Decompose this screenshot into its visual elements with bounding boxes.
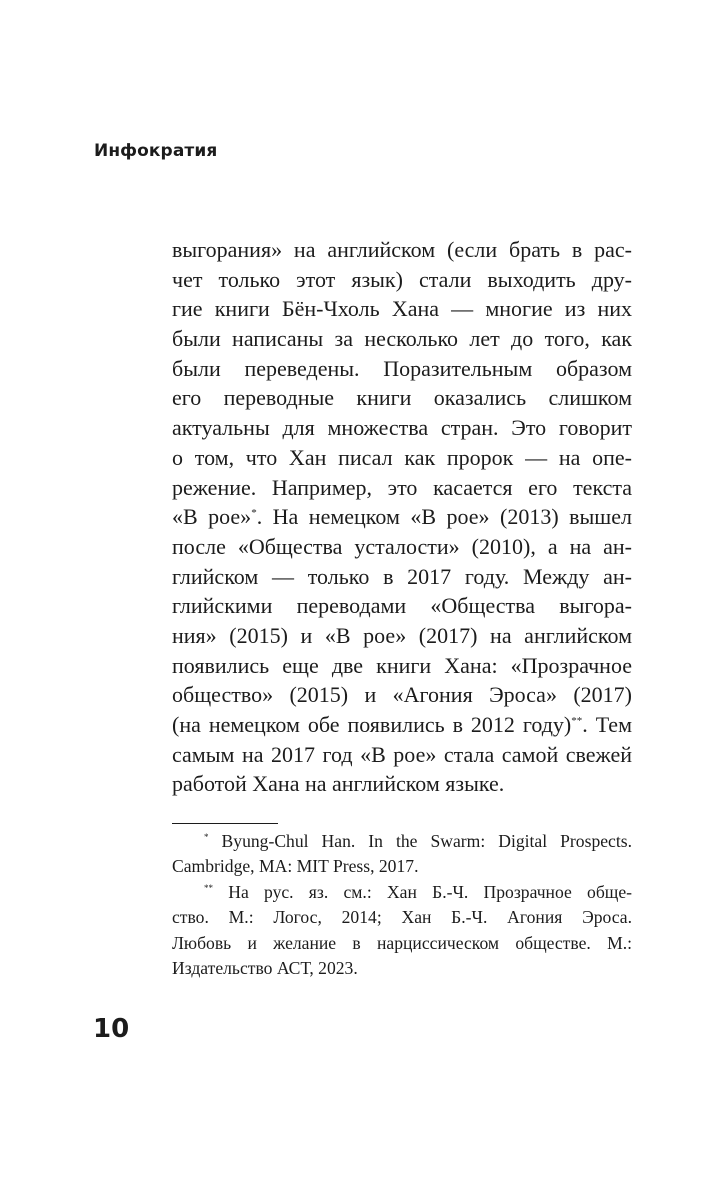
footnote-line: ** На рус. яз. см.: Хан Б.-Ч. Прозрачное обще-: [204, 881, 632, 902]
body-line: глийскими переводами «Общества выгора-: [172, 593, 632, 619]
body-line: гие книги Бён-Чхоль Хана — многие из них: [172, 296, 632, 322]
footnote-line: Любовь и желание в нарциссическом обществе. М.:: [172, 932, 632, 953]
body-line: о том, что Хан писал как пророк — на опе-: [172, 444, 632, 470]
page-number: 10: [93, 1014, 130, 1044]
footnote-line: ство. М.: Логос, 2014; Хан Б.-Ч. Агония Эроса.: [172, 907, 632, 928]
body-line: работой Хана на английском языке.: [172, 771, 505, 797]
body-line: актуальны для множества стран. Это говорит: [172, 415, 632, 441]
body-line: глийском — только в 2017 году. Между ан-: [172, 563, 632, 589]
body-line: выгорания» на английском (если брать в рас-: [172, 237, 632, 262]
body-text: [172, 235, 632, 799]
footnote-mark: **: [204, 882, 213, 893]
footnotes: [172, 829, 632, 981]
footnote-ref: **: [571, 715, 583, 727]
footnote-line: * Byung-Chul Han. In the Swarm: Digital Prospects.: [204, 831, 632, 851]
footnote-line: Cambridge, MA: MIT Press, 2017.: [172, 856, 419, 877]
footnote-mark: *: [204, 832, 209, 842]
body-line: «В рое»*. На немецком «В рое» (2013) вышел: [172, 504, 632, 530]
body-line: после «Общества усталости» (2010), а на ан-: [172, 533, 632, 559]
body-line: самым на 2017 год «В рое» стала самой свежей: [172, 741, 632, 767]
body-line: его переводные книги оказались слишком: [172, 385, 632, 411]
body-line: ния» (2015) и «В рое» (2017) на английском: [172, 622, 632, 648]
footnote-ref: *: [251, 507, 257, 520]
footnote-divider: [172, 823, 278, 824]
footnote-line: Издательство АСТ, 2023.: [172, 957, 358, 978]
body-line: режение. Например, это касается его текста: [172, 474, 632, 500]
body-line: общество» (2015) и «Агония Эроса» (2017): [172, 682, 632, 708]
body-line: (на немецком обе появились в 2012 году)**. Тем: [172, 712, 632, 737]
running-header: Инфократия: [94, 141, 218, 161]
body-line: были переведены. Поразительным образом: [172, 355, 632, 381]
body-line: появились еще две книги Хана: «Прозрачное: [172, 652, 632, 678]
body-line: были написаны за несколько лет до того, как: [172, 326, 632, 352]
body-line: чет только этот язык) стали выходить дру-: [172, 266, 632, 292]
